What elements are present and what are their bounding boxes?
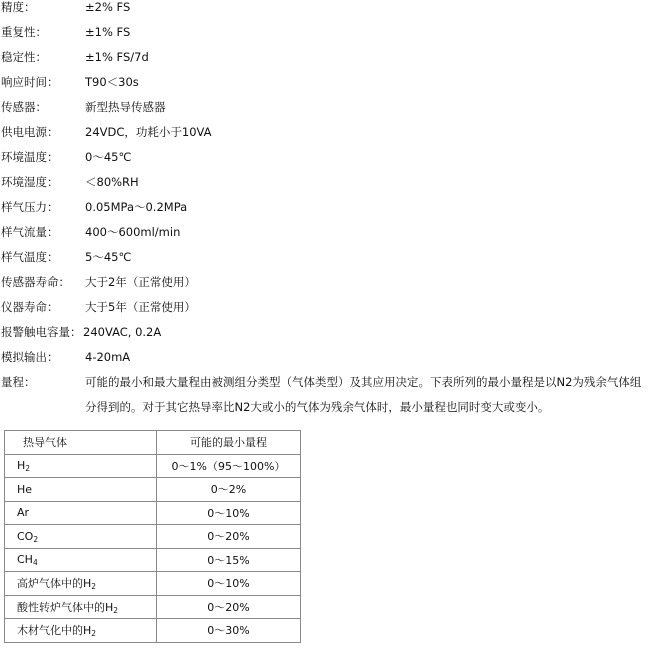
spec-value: 新型热导传感器 [85,100,166,114]
spec-value: 24VDC，功耗小于10VA [85,125,212,139]
gas-cell [5,548,157,572]
spec-label: 报警触电容量： [1,325,82,339]
min-range-table [4,430,301,643]
table-row [5,525,301,549]
spec-value: 大于2年（正常使用） [85,275,196,289]
spec-row-stability [0,50,649,75]
spec-label: 稳定性： [1,50,47,64]
range-description: 可能的最小和最大量程由被测组分类型（气体类型）及其应用决定。下表所列的最小量程是以N2为残余气体组分得到的。对于其它热导率比N2大或小的气体为残余气体时，最小量程也同时变大或变小。 [85,375,642,414]
spec-label: 样气压力： [1,200,59,214]
column-header-gas: 热导气体 [5,431,157,455]
spec-value: ±1% FS [85,25,131,39]
gas-subscript: 2 [33,534,39,544]
range-cell: 0～10% [157,501,301,525]
spec-label: 重复性： [1,25,47,39]
table-row [5,548,301,572]
gas-cell [5,525,157,549]
gas-cell [5,478,157,502]
table-row [5,478,301,502]
spec-label: 传感器： [1,100,47,114]
spec-label: 模拟输出： [1,350,59,364]
spec-row-instrument-life [0,300,649,325]
spec-value: T90＜30s [85,75,139,89]
gas-subscript: 2 [113,605,119,615]
gas-cell [5,454,157,478]
spec-value: ±2% FS [85,0,131,14]
range-cell: 0～20% [157,525,301,549]
gas-name: CO [17,529,34,543]
gas-name: He [17,482,33,496]
spec-value: 5～45℃ [85,250,132,264]
spec-value: ＜80%RH [85,175,139,189]
gas-subscript: 2 [91,629,97,639]
range-cell: 0～10% [157,572,301,596]
gas-name: Ar [17,506,30,520]
gas-name: 木材气化中的H [17,624,92,638]
range-cell: 0～2% [157,478,301,502]
table-row [5,572,301,596]
gas-subscript: 2 [25,464,31,474]
gas-subscript: 4 [32,558,38,568]
spec-row-alarm-contact [0,325,649,350]
gas-cell [5,595,157,619]
table-header-row [5,431,301,455]
gas-name: 高炉气体中的H [17,577,92,591]
spec-row-sensor [0,100,649,125]
spec-label: 环境温度： [1,150,59,164]
spec-row-ambient-temperature [0,150,649,175]
gas-name: 酸性转炉气体中的H [17,600,114,614]
spec-label: 传感器寿命： [1,275,70,289]
spec-row-sample-flow [0,225,649,250]
spec-row-ambient-humidity [0,175,649,200]
spec-row-accuracy [0,0,649,25]
spec-label: 样气温度： [1,250,59,264]
spec-row-sample-temperature [0,250,649,275]
gas-cell [5,572,157,596]
spec-row-sample-pressure [0,200,649,225]
range-cell: 0～20% [157,595,301,619]
gas-cell [5,501,157,525]
spec-label: 仪器寿命： [1,300,59,314]
gas-cell [5,619,157,643]
spec-row-power-supply [0,125,649,150]
spec-label: 样气流量： [1,225,59,239]
table-row [5,595,301,619]
gas-subscript: 2 [91,582,97,592]
spec-label: 响应时间： [1,75,59,89]
range-cell: 0～30% [157,619,301,643]
table-row [5,501,301,525]
column-header-min-range: 可能的最小量程 [157,431,301,455]
spec-value: 240VAC, 0.2A [83,325,162,339]
spec-value: 大于5年（正常使用） [85,300,196,314]
spec-value: 4-20mA [85,350,131,364]
gas-name: CH [17,553,33,567]
spec-value: 0.05MPa～0.2MPa [85,200,188,214]
table-row [5,619,301,643]
spec-value: 400～600ml/min [85,225,181,239]
spec-row-repeatability [0,25,649,50]
range-label: 量程： [1,375,36,389]
range-cell: 0～1%（95～100%） [157,454,301,478]
spec-value: ±1% FS/7d [85,50,149,64]
spec-label: 环境湿度： [1,175,59,189]
spec-label: 供电电源： [1,125,59,139]
table-row [5,454,301,478]
spec-row-sensor-life [0,275,649,300]
gas-name: H [17,459,26,473]
range-cell: 0～15% [157,548,301,572]
spec-value: 0～45℃ [85,150,132,164]
spec-label: 精度： [1,0,36,14]
spec-row-response-time [0,75,649,100]
